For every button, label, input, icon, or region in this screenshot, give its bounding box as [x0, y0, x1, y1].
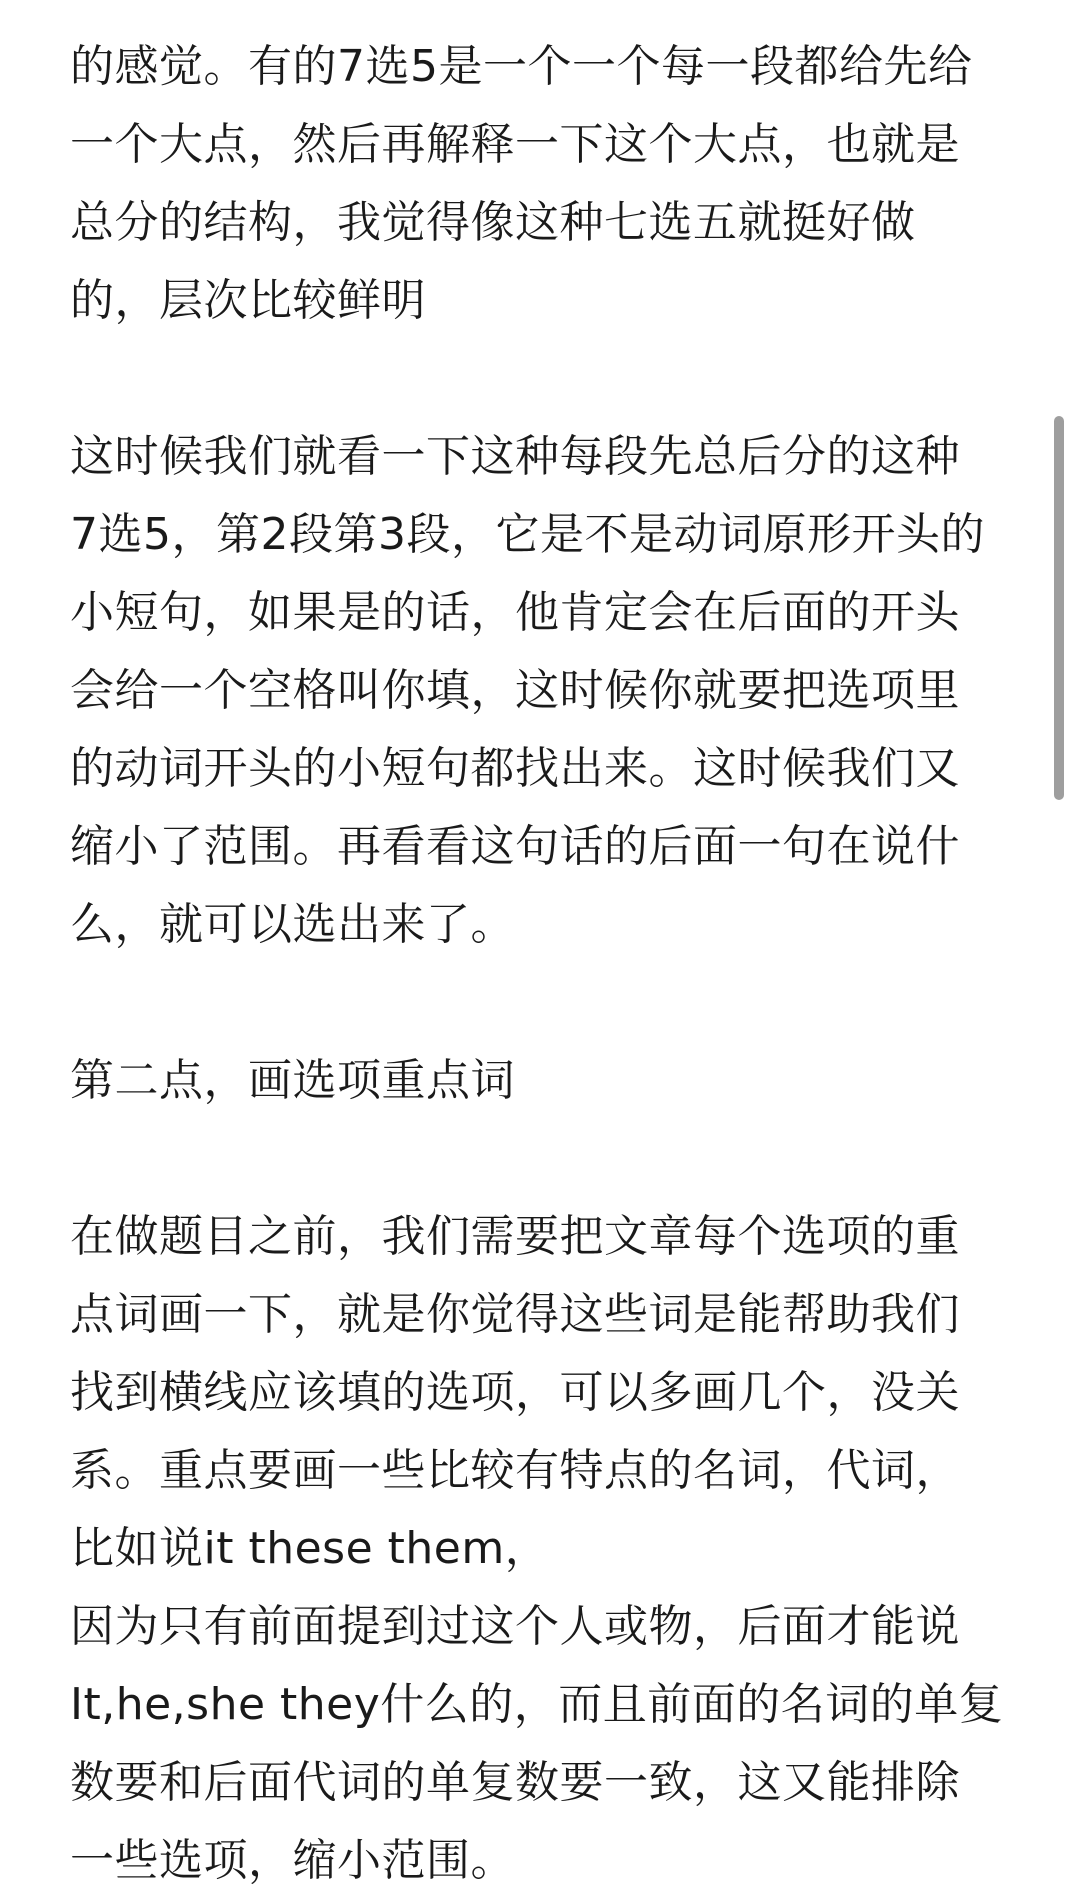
section-heading: 第二点，画选项重点词	[70, 1055, 515, 1106]
text-line: 小短句，如果是的话，他肯定会在后面的开头	[70, 587, 960, 638]
text-line: 总分的结构，我觉得像这种七选五就挺好做	[70, 197, 916, 248]
text-line: 一个大点，然后再解释一下这个大点，也就是	[70, 119, 960, 170]
text-line: 数要和后面代词的单复数要一致，这又能排除	[70, 1757, 960, 1808]
text-line: 因为只有前面提到过这个人或物，后面才能说	[70, 1601, 960, 1652]
text-line: 在做题目之前，我们需要把文章每个选项的重	[70, 1211, 960, 1262]
text-line: 的，层次比较鲜明	[70, 275, 426, 326]
scrollbar-thumb[interactable]	[1054, 416, 1064, 800]
text-line: 点词画一下，就是你觉得这些词是能帮助我们	[70, 1289, 960, 1340]
text-line: 比如说it these them，	[70, 1523, 550, 1574]
text-line: 系。重点要画一些比较有特点的名词，代词，	[70, 1445, 960, 1496]
text-line: 么，就可以选出来了。	[70, 899, 515, 950]
text-line: It,he,she they什么的，而且前面的名词的单复	[70, 1679, 1004, 1730]
text-line: 找到横线应该填的选项，可以多画几个，没关	[70, 1367, 960, 1418]
text-line: 一些选项，缩小范围。	[70, 1835, 515, 1886]
text-line: 7选5，第2段第3段，它是不是动词原形开头的	[70, 509, 985, 560]
text-line: 的感觉。有的7选5是一个一个每一段都给先给	[70, 41, 973, 92]
text-line: 的动词开头的小短句都找出来。这时候我们又	[70, 743, 960, 794]
text-line: 这时候我们就看一下这种每段先总后分的这种	[70, 431, 960, 482]
text-line: 会给一个空格叫你填，这时候你就要把选项里	[70, 665, 960, 716]
text-line: 缩小了范围。再看看这句话的后面一句在说什	[70, 821, 960, 872]
